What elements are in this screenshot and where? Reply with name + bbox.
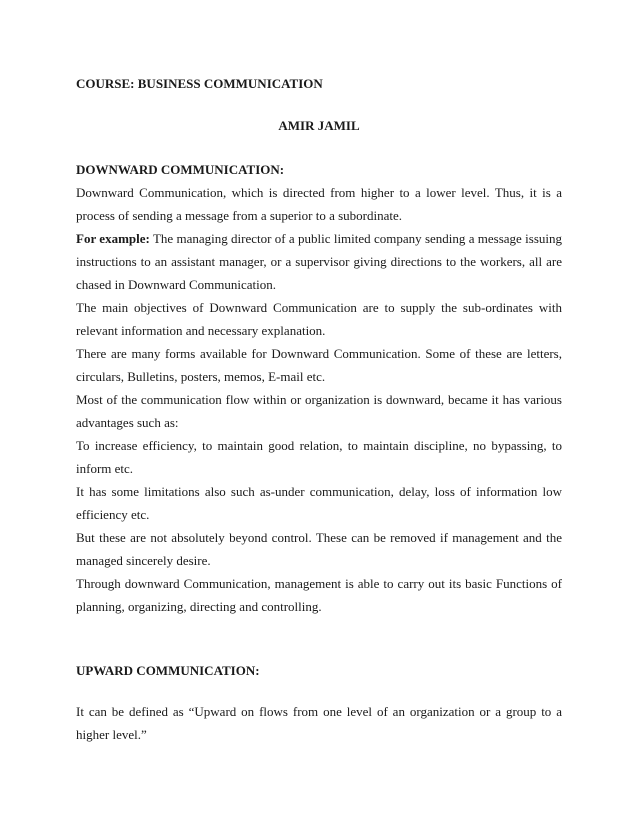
- paragraph: The main objectives of Downward Communication are to supply the sub-ordinates with relevant information and necessary explanation.: [76, 300, 562, 338]
- section-spacer: [76, 618, 562, 659]
- paragraph: It can be defined as “Upward on flows from one level of an organization or a group to a higher level.”: [76, 704, 562, 742]
- paragraph: Most of the communication flow within or organization is downward, became it has various advantages such as:: [76, 392, 562, 430]
- document-page: [76, 62, 562, 746]
- example-lead: For example:: [76, 231, 150, 246]
- section-heading-upward: UPWARD COMMUNICATION:: [76, 663, 260, 678]
- example-text: The managing director of a public limited company sending a message issuing instructions to an assistant manager, or a supervisor giving directions to the workers, all are chased in Downward Communication.: [76, 231, 562, 292]
- section-spacer: [76, 682, 562, 700]
- paragraph-example: [76, 227, 562, 296]
- section-heading-downward: DOWNWARD COMMUNICATION:: [76, 162, 285, 177]
- author-name: AMIR JAMIL: [278, 118, 360, 133]
- paragraph: Downward Communication, which is directed from higher to a lower level. Thus, it is a process of sending a message from a superior to a subordinate.: [76, 185, 562, 223]
- paragraph: But these are not absolutely beyond control. These can be removed if management and the managed sincerely desire.: [76, 530, 562, 568]
- paragraph: To increase efficiency, to maintain good relation, to maintain discipline, no bypassing, to inform etc.: [76, 438, 562, 476]
- course-title: COURSE: BUSINESS COMMUNICATION: [76, 76, 323, 91]
- paragraph: Through downward Communication, management is able to carry out its basic Functions of planning, organizing, directing and controlling.: [76, 576, 562, 614]
- paragraph: There are many forms available for Downward Communication. Some of these are letters, circulars, Bulletins, posters, memos, E-mail etc.: [76, 346, 562, 384]
- paragraph: It has some limitations also such as-under communication, delay, loss of information low efficiency etc.: [76, 484, 562, 522]
